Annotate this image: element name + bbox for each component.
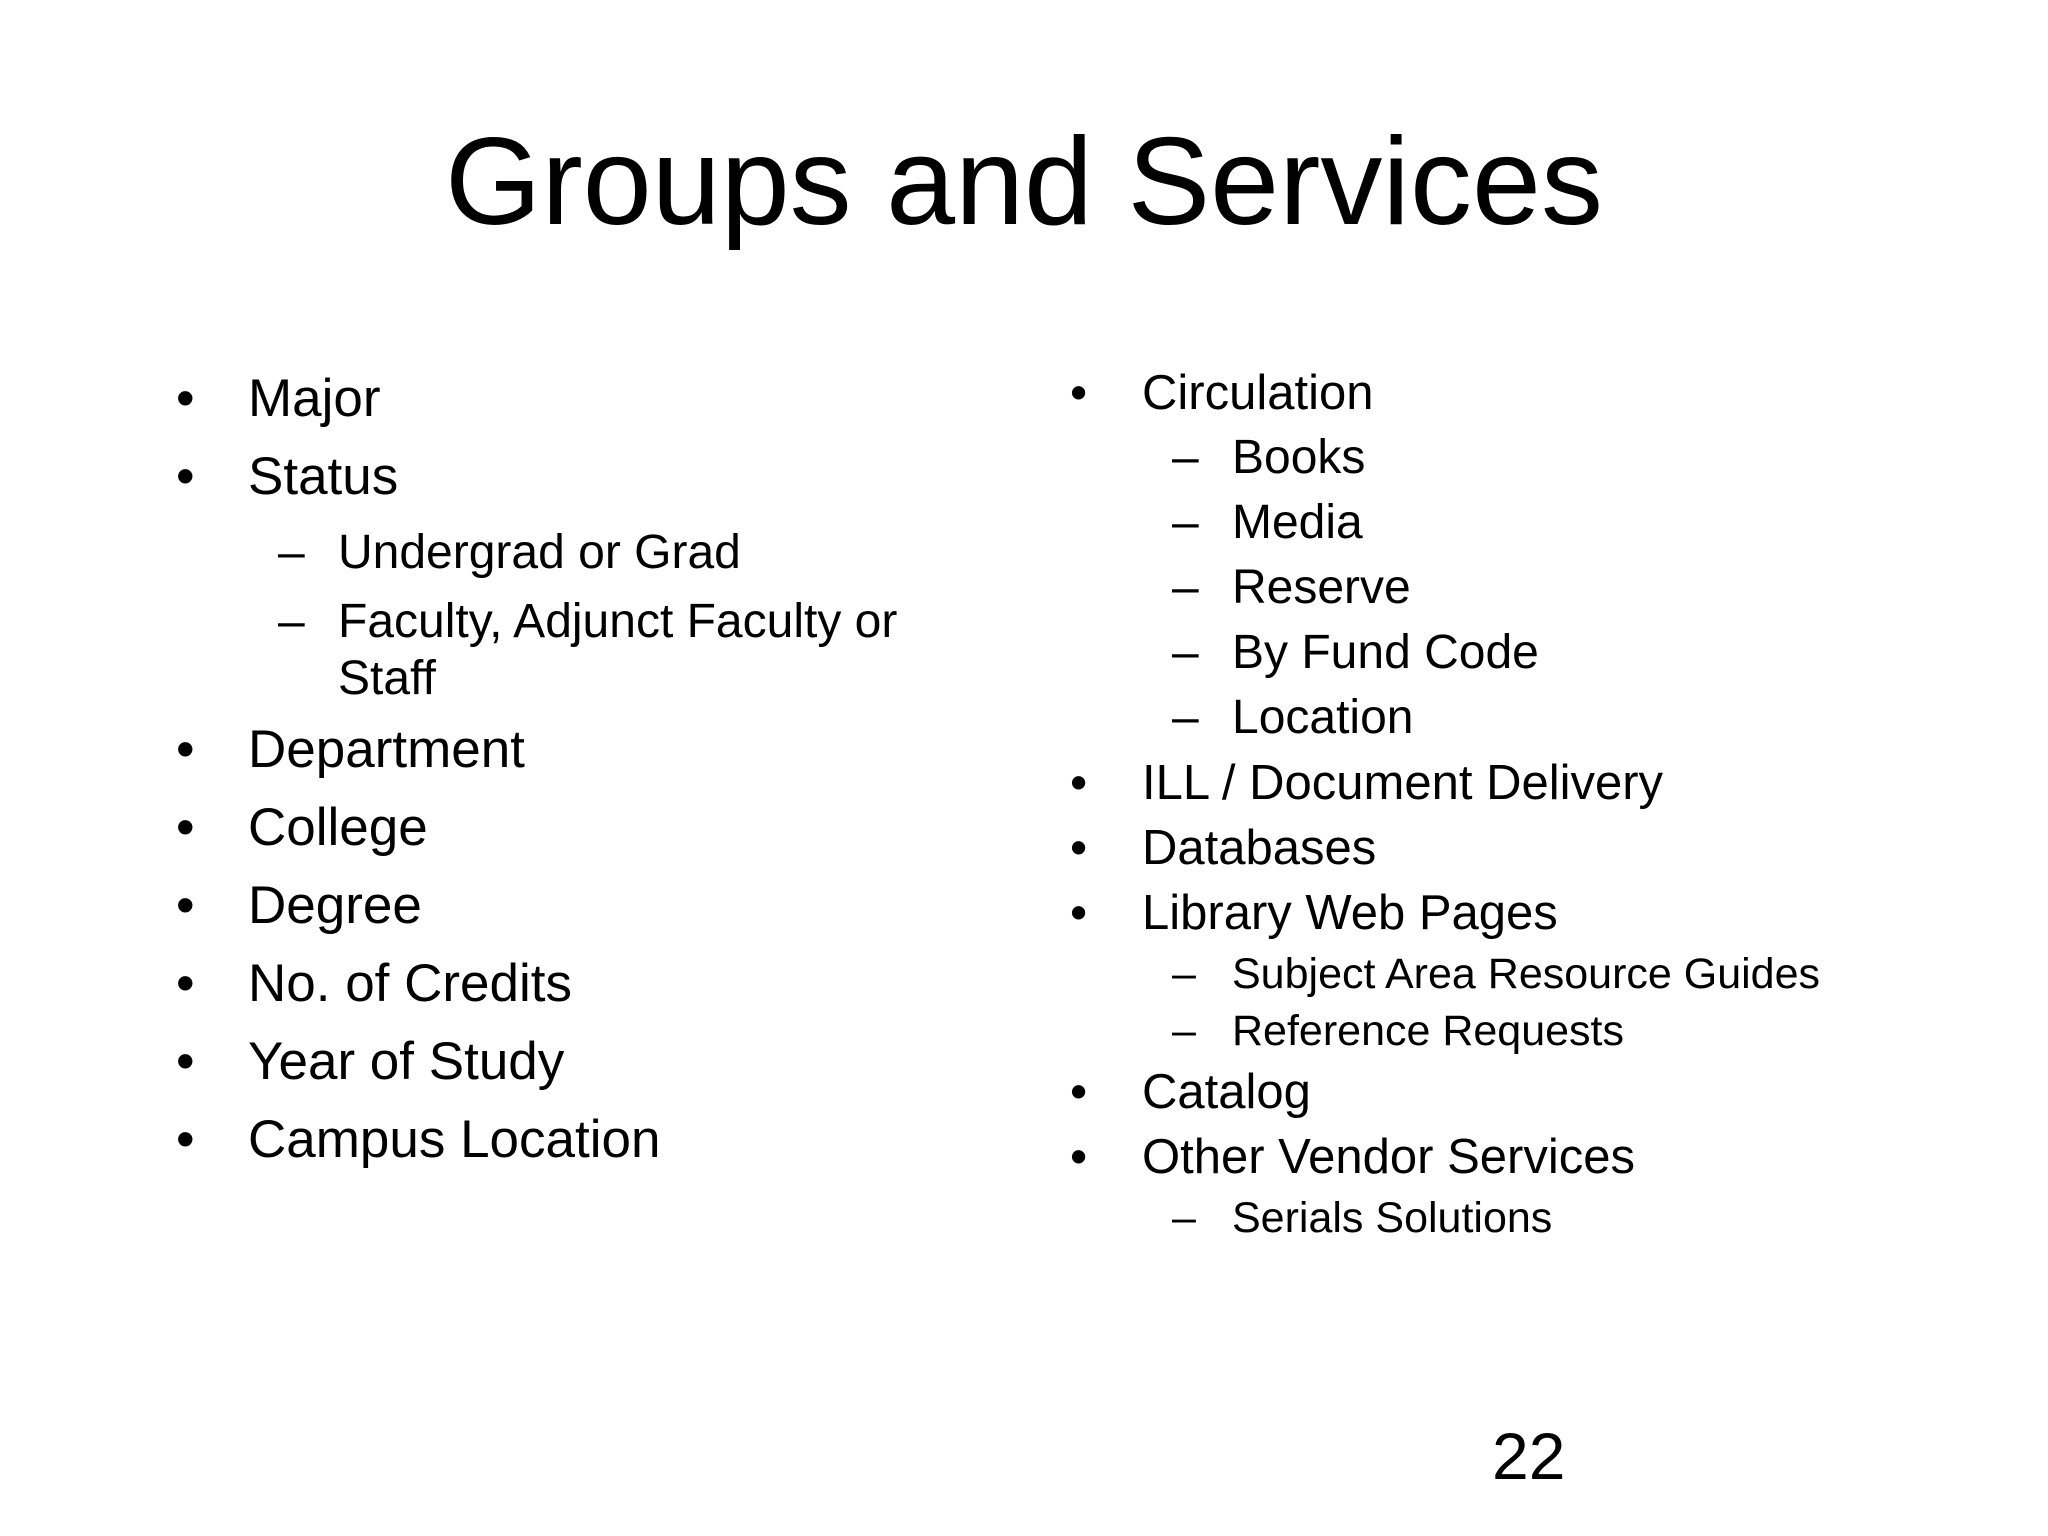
list-item [1066, 819, 1966, 877]
list-item [1066, 364, 1966, 422]
list-item-label: Circulation [1142, 366, 1374, 420]
bullet-marker: • [176, 447, 195, 506]
list-item-label: College [248, 798, 428, 857]
list-item [1066, 884, 1966, 942]
dash-marker: – [278, 595, 305, 648]
bullet-marker: • [1070, 1130, 1088, 1184]
dash-marker: – [1172, 691, 1199, 744]
list-item [172, 368, 992, 430]
sub-list-item [172, 593, 992, 707]
list-item-label: No. of Credits [248, 954, 573, 1013]
bullet-marker: • [176, 1032, 195, 1091]
sub-list-item [1066, 624, 1966, 682]
list-item-label: Library Web Pages [1142, 886, 1558, 940]
sub-list-item-label: Books [1232, 431, 1366, 484]
list-item-label: Degree [248, 876, 422, 935]
list-item [172, 875, 992, 937]
list-item [172, 1109, 992, 1171]
sub-list-item [1066, 949, 1966, 999]
slide-title: Groups and Services [445, 113, 1603, 251]
list-item-label: Status [248, 447, 399, 506]
list-item [172, 719, 992, 781]
list-item [172, 1031, 992, 1093]
bullet-marker: • [176, 876, 195, 935]
sub-list-item-label: Reserve [1232, 561, 1411, 614]
dash-marker: – [1172, 561, 1199, 614]
sub-list-item [1066, 1193, 1966, 1243]
sub-list-item-label: By Fund Code [1232, 626, 1539, 679]
right-bullet-list [1066, 364, 1966, 1250]
sub-list-item-label-continuation: Staff [338, 652, 436, 705]
bullet-marker: • [176, 369, 195, 428]
bullet-marker: • [1070, 886, 1088, 940]
list-item [1066, 754, 1966, 812]
list-item-label: Year of Study [248, 1032, 565, 1091]
dash-marker: – [1172, 496, 1199, 549]
sub-list-item [172, 524, 992, 581]
list-item [1066, 1063, 1966, 1121]
sub-list-item-label: Subject Area Resource Guides [1232, 950, 1820, 998]
sub-list-item-label: Undergrad or Grad [338, 526, 741, 579]
bullet-marker: • [1070, 821, 1088, 875]
left-bullet-list [172, 368, 992, 1187]
list-item-label: Department [248, 720, 525, 779]
sub-list-item-label: Location [1232, 691, 1414, 744]
list-item-label: Databases [1142, 821, 1377, 875]
bullet-marker: • [176, 720, 195, 779]
sub-list-item [1066, 1006, 1966, 1056]
bullet-marker: • [1070, 1065, 1088, 1119]
bullet-marker: • [176, 1110, 195, 1169]
page-number: 22 [1492, 1419, 1566, 1493]
sub-list-item [1066, 429, 1966, 487]
bullet-marker: • [176, 798, 195, 857]
dash-marker: – [1172, 1194, 1196, 1242]
sub-list-item-label: Faculty, Adjunct Faculty or [338, 595, 898, 648]
list-item-label: Catalog [1142, 1065, 1311, 1119]
sub-list-item-label: Reference Requests [1232, 1007, 1624, 1055]
dash-marker: – [1172, 1007, 1196, 1055]
list-item-label: Other Vendor Services [1142, 1130, 1635, 1184]
list-item [172, 953, 992, 1015]
list-item-label: Campus Location [248, 1110, 661, 1169]
sub-list-item [1066, 494, 1966, 552]
bullet-marker: • [176, 954, 195, 1013]
dash-marker: – [1172, 626, 1199, 679]
sub-list-item [1066, 559, 1966, 617]
bullet-marker: • [1070, 366, 1088, 420]
sub-list-item-label: Media [1232, 496, 1363, 549]
list-item-label: ILL / Document Delivery [1142, 756, 1664, 810]
list-item [172, 797, 992, 859]
sub-list-item-label: Serials Solutions [1232, 1194, 1553, 1242]
dash-marker: – [1172, 950, 1196, 998]
dash-marker: – [1172, 431, 1199, 484]
list-item [1066, 1128, 1966, 1186]
list-item [172, 446, 992, 508]
bullet-marker: • [1070, 756, 1088, 810]
sub-list-item [1066, 689, 1966, 747]
dash-marker: – [278, 526, 305, 579]
list-item-label: Major [248, 369, 381, 428]
